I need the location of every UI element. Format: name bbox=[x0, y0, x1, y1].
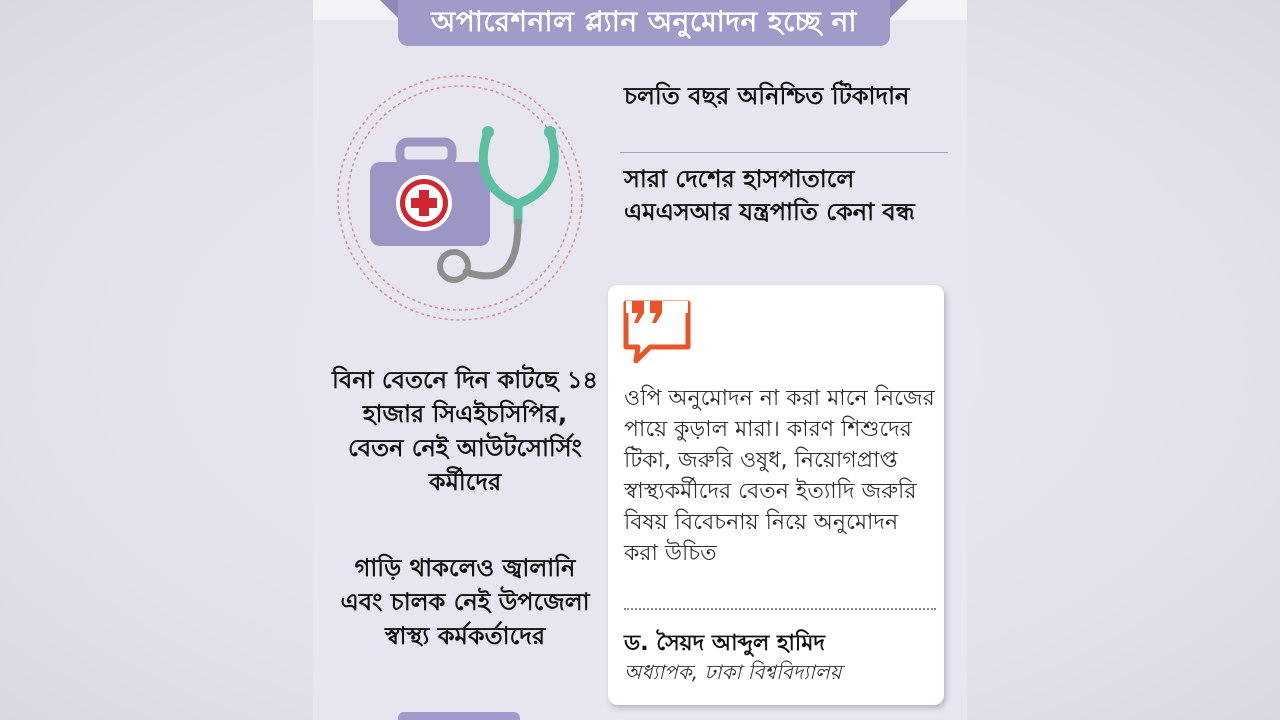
bullet-divider bbox=[620, 152, 948, 153]
quote-card bbox=[608, 285, 944, 705]
quote-bubble-icon bbox=[622, 299, 692, 363]
medical-kit-icon bbox=[370, 142, 490, 246]
quote-bubble-svg bbox=[622, 299, 692, 363]
medical-illustration-svg bbox=[332, 70, 592, 330]
quote-text: ওপি অনুমোদন না করা মানে নিজের পায়ে কুড়াল মারা। কারণ শিশুদের টিকা, জরুরি ওষুধ, নিয়োগপ্রাপ্ত স্বাস্থ্যকর্মীদের বেতন ইত্যাদি জরুরি বিষয় বিবেচনায় নিয়ে অনুমোদন করা উচিত bbox=[624, 386, 935, 566]
banner-fold-right bbox=[890, 0, 908, 18]
header-banner bbox=[398, 0, 890, 46]
bullet-msr-equipment: সারা দেশের হাসপাতালে এমএসআর যন্ত্রপাতি কেনা বন্ধ bbox=[624, 165, 915, 226]
banner-fold-left bbox=[380, 0, 398, 18]
quote-divider bbox=[624, 608, 936, 610]
quote-author-role: অধ্যাপক, ঢাকা বিশ্ববিদ্যালয় bbox=[624, 660, 842, 684]
header-title: অপারেশনাল প্ল্যান অনুমোদন হচ্ছে না bbox=[431, 4, 857, 38]
bullet-vaccination: চলতি বছর অনিশ্চিত টিকাদান bbox=[624, 82, 910, 110]
bottom-tab bbox=[398, 712, 520, 720]
medical-illustration bbox=[332, 70, 592, 330]
quote-author: ড. সৈয়দ আব্দুল হামিদ bbox=[624, 631, 825, 656]
point-chcp-salary: বিনা বেতনে দিন কাটছে ১৪ হাজার সিএইচসিপির, বেতন নেই আউটসোর্সিং কর্মীদের bbox=[332, 366, 598, 496]
point-fuel-driver: গাড়ি থাকলেও জ্বালানি এবং চালক নেই উপজেলা স্বাস্থ্য কর্মকর্তাদের bbox=[340, 554, 590, 650]
